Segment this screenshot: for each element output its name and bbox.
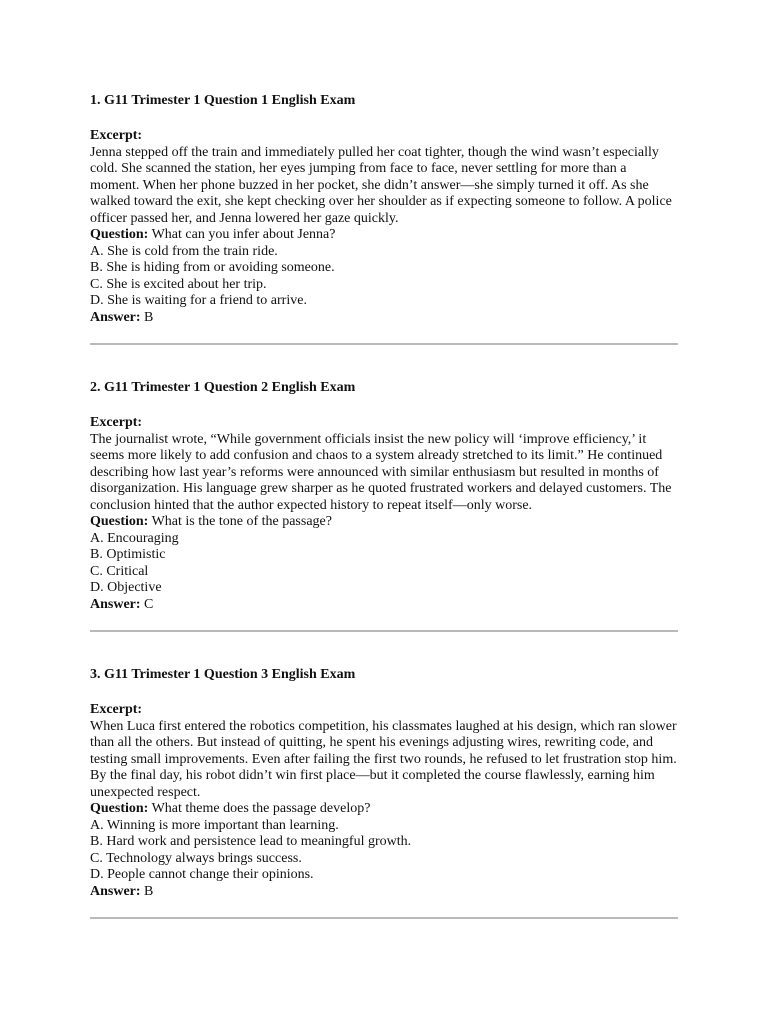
answer-value: B	[140, 309, 154, 325]
question-line	[90, 801, 678, 818]
question-text: What theme does the passage develop?	[148, 801, 371, 816]
question-block-1	[90, 92, 678, 345]
answer-value: B	[140, 883, 154, 899]
option-a: A. Winning is more important than learning.	[90, 817, 339, 833]
question-title: 2. G11 Trimester 1 Question 2 English Exam	[90, 380, 356, 395]
excerpt-label: Excerpt:	[90, 702, 143, 717]
answer-line	[90, 884, 678, 901]
excerpt-text: When Luca first entered the robotics competition, his classmates laughed at his design, which ran slower than all the others. But instead of quitting, he spent his evenings adjusting wires, rewriting code, and testing small improvements. Even after failing the first two rounds, he refused to let frustration stop him. By the final day, his robot didn’t win first place—but it completed the course flawlessly, earning him unexpected respect.	[90, 718, 677, 800]
document-page	[90, 92, 678, 953]
option-b: B. Hard work and persistence lead to meaningful growth.	[90, 834, 412, 849]
question-text: What is the tone of the passage?	[148, 514, 332, 529]
excerpt-text: The journalist wrote, “While government officials insist the new policy will ‘improve efficiency,’ it seems more likely to add confusion and chaos to a system already stretched to its limit.” He continued describing how last year’s reforms were announced with similar enthusiasm but resulted in months of disorganization. His language grew sharper as he quoted frustrated workers and delayed customers. The conclusion hinted that the author expected history to repeat itself—only worse.	[90, 431, 672, 513]
option-d: D. She is waiting for a friend to arrive.	[90, 293, 307, 308]
question-line	[90, 227, 678, 244]
option-c: C. Technology always brings success.	[90, 850, 302, 866]
answer-line	[90, 310, 678, 327]
question-label: Question:	[90, 514, 149, 529]
answer-label: Answer:	[90, 883, 141, 899]
option-b: B. She is hiding from or avoiding someone.	[90, 260, 335, 275]
question-title: 1. G11 Trimester 1 Question 1 English Exam	[90, 93, 356, 108]
option-d: D. Objective	[90, 580, 162, 595]
question-block-2	[90, 379, 678, 632]
question-title: 3. G11 Trimester 1 Question 3 English Exam	[90, 667, 356, 682]
excerpt-label: Excerpt:	[90, 415, 143, 430]
question-block-3	[90, 666, 678, 919]
question-line	[90, 514, 678, 531]
option-d: D. People cannot change their opinions.	[90, 867, 314, 882]
section-divider	[90, 630, 678, 632]
option-c: C. Critical	[90, 563, 149, 579]
answer-line	[90, 597, 678, 614]
answer-value: C	[140, 596, 154, 612]
option-a: A. She is cold from the train ride.	[90, 243, 278, 259]
excerpt-text: Jenna stepped off the train and immediately pulled her coat tighter, though the wind wasn’t especially cold. She scanned the station, her eyes jumping from face to face, never settling for more than a moment. When her phone buzzed in her pocket, she didn’t answer—she simply turned it off. As she walked toward the exit, she kept checking over her shoulder as if expecting someone to follow. A police officer passed her, and Jenna lowered her gaze quickly.	[90, 144, 672, 226]
question-label: Question:	[90, 801, 149, 816]
question-label: Question:	[90, 227, 149, 242]
answer-label: Answer:	[90, 309, 141, 325]
section-divider	[90, 917, 678, 919]
excerpt-label: Excerpt:	[90, 128, 143, 143]
option-b: B. Optimistic	[90, 547, 166, 562]
question-text: What can you infer about Jenna?	[148, 227, 336, 242]
section-divider	[90, 343, 678, 345]
option-c: C. She is excited about her trip.	[90, 276, 267, 292]
answer-label: Answer:	[90, 596, 141, 612]
option-a: A. Encouraging	[90, 530, 179, 546]
